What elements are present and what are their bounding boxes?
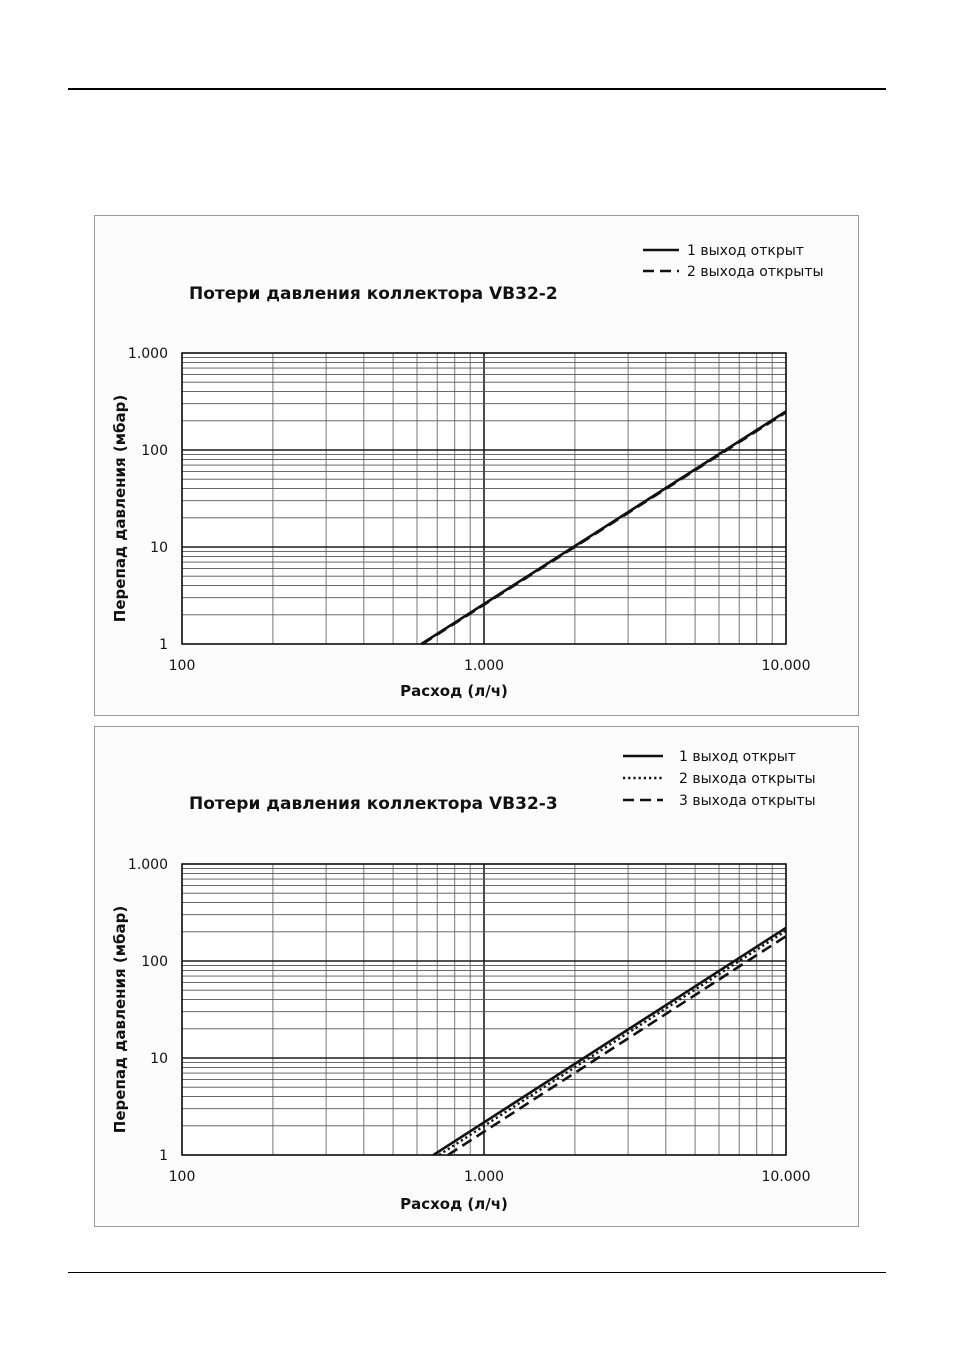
legend-label: 2 выхода открыты [679,771,816,787]
header-rule [68,88,886,90]
y-tick-label: 1 [159,637,168,653]
x-tick-label: 10.000 [761,1169,811,1185]
legend-label: 2 выхода открыты [687,264,824,280]
chart-panel-vb32-2 [94,215,859,716]
legend [623,749,816,809]
x-tick-label: 1.000 [463,1169,505,1185]
x-tick-label: 100 [168,658,196,674]
y-tick-label: 10 [150,540,168,556]
y-axis-label: Перепад давления (мбар) [111,394,129,623]
chart-title: Потери давления коллектора VB32-3 [189,794,558,814]
x-tick-label: 1.000 [463,658,505,674]
grid [182,353,786,644]
y-tick-label: 1.000 [127,346,168,362]
x-axis-label: Расход (л/ч) [400,682,508,700]
legend-label: 3 выхода открыты [679,793,816,809]
legend [643,243,824,280]
y-tick-label: 1 [159,1148,168,1164]
y-axis-label: Перепад давления (мбар) [111,905,129,1134]
legend-label: 1 выход открыт [679,749,796,765]
y-tick-label: 100 [141,443,168,459]
chart-vb32-2 [95,216,860,717]
y-tick-label: 10 [150,1051,168,1067]
chart-vb32-3 [95,727,860,1228]
chart-title: Потери давления коллектора VB32-2 [189,284,558,304]
x-tick-label: 10.000 [761,658,811,674]
y-tick-label: 100 [141,954,168,970]
footer-rule [68,1272,886,1273]
y-tick-label: 1.000 [127,857,168,873]
grid [182,864,786,1155]
x-tick-label: 100 [168,1169,196,1185]
legend-label: 1 выход открыт [687,243,804,259]
x-axis-label: Расход (л/ч) [400,1195,508,1213]
chart-panel-vb32-3 [94,726,859,1227]
